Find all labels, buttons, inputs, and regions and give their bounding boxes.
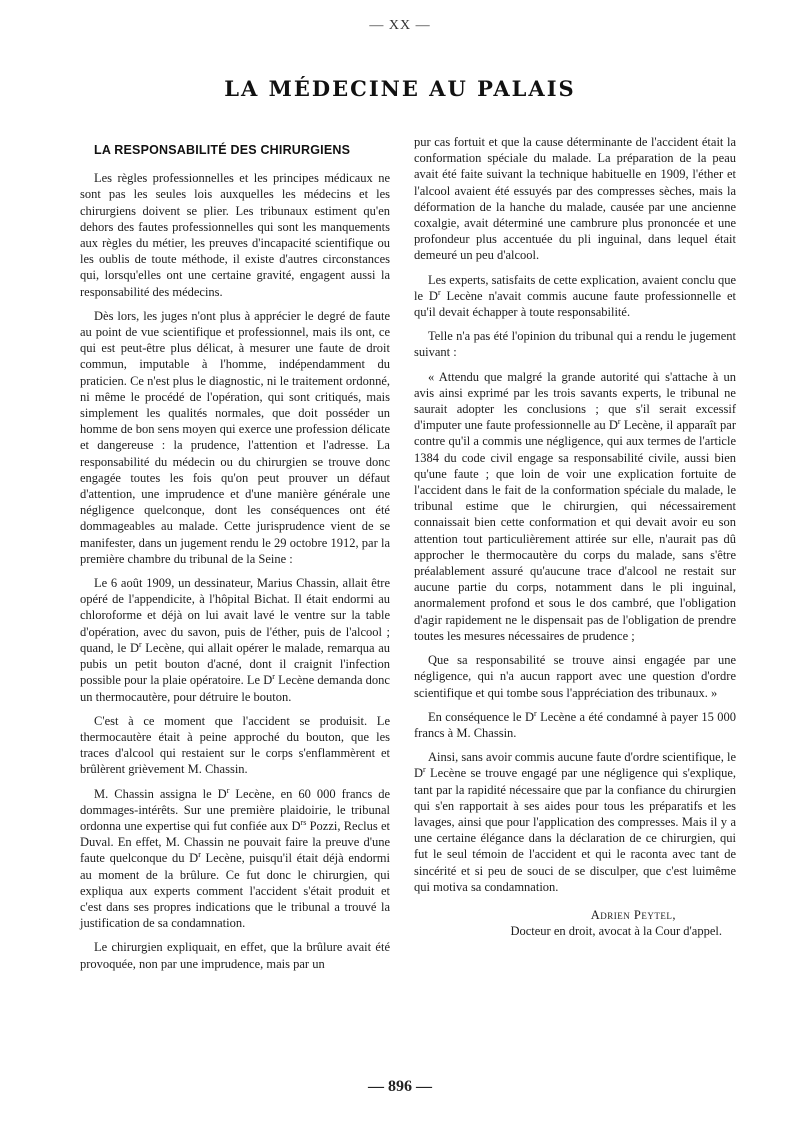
author-signature bbox=[414, 907, 736, 939]
section-title: LA RESPONSABILITÉ DES CHIRURGIENS bbox=[94, 143, 351, 157]
paragraph: Telle n'a pas été l'opinion du tribunal qui a rendu le jugement suivant : bbox=[414, 329, 736, 360]
article-column-right bbox=[414, 134, 736, 939]
paragraph: Le 6 août 1909, un dessinateur, Marius Chassin, allait être opéré de l'appendicite, à l'hôpital Bichat. Il était endormi au chloroforme et déjà on lui avait lavé le ventre sur la table d'opération, avec du savon, puis de l'éther, puis de l'alcool ; quand, le $D^r$ Lecène, qui allait opérer le malade, remarqua au pubis un petit bouton d'acné, dont il craignit l'infection possible pour la plaie opératoire. Le $D^r$ Lecène demanda donc un thermocautère, pour détruire le bouton. bbox=[80, 576, 390, 704]
author-title: Docteur en droit, avocat à la Cour d'appel. bbox=[510, 924, 722, 939]
judgment-quote: Que sa responsabilité se trouve ainsi engagée par une négligence, qui n'a aucun rapport avec une question d'ordre scientifique et qui tombe sous l'appréciation des tribunaux. » bbox=[414, 653, 736, 700]
paragraph: En conséquence le $D^r$ Lecène a été condamné à payer 15 000 francs à M. Chassin. bbox=[414, 708, 736, 740]
judgment-quote: « Attendu que malgré la grande autorité qui s'attache à un avis ainsi exprimé par les trois savants experts, le tribunal ne saurait adopter les conclusions ; que s'il serait excessif d'imputer une faute professionnelle au $D^r$ Lecène, il apparaît par contre qu'il a commis une négligence, qui aux termes de l'article 1384 du code civil engage sa responsabilité civile, aussi bien qu'une faute ; que loin de voir une explication fortuite de l'accident dans le fait de la conformation spéciale du malade, le tribunal estime que le chirurgien, qui nécessairement connaissait bien cette conformation et qui devait avoir eu son attention tout particulièrement attirée sur elle, n'aurait pas dû approcher le thermocautère du corps du malade, sans s'être préalablement assuré qu'aucune trace d'alcool ne restait sur aucune partie du corps, notamment dans le pli inguinal, anormalement profond et sous le dos cambré, que l'obligation d'agir rapidement ne le dispensait pas de l'obligation de prendre toutes les mesures nécessaires de prudence ; bbox=[414, 369, 736, 643]
paragraph: M. Chassin assigna le $D^r$ Lecène, en 60 000 francs de dommages-intérêts. Sur une première plaidoirie, le tribunal ordonna une expertise qui fut confiée aux $D^{rs}$ Pozzi, Reclus et Duval. En effet, M. Chassin ne pouvait faire la preuve d'une faute quelconque du $D^r$ Lecène, puisqu'il était déjà endormi au moment de la brûlure. Ce fut donc le chirurgien, qui expliqua aux experts comment l'accident s'était produit et c'est dans ses propres indications que le tribunal a trouvé la justification de sa condamnation. bbox=[80, 785, 390, 931]
page-number: — 896 — bbox=[368, 1078, 432, 1095]
page-folio: — XX — bbox=[369, 18, 431, 33]
paragraph: C'est à ce moment que l'accident se produisit. Le thermocautère était à peine approché du bouton, que les traces d'alcool qui restaient sur le corps s'enflammèrent et brûlèrent grièvement M. Chassin. bbox=[80, 713, 390, 777]
paragraph: Dès lors, les juges n'ont plus à apprécier le degré de faute au point de vue scientifique et professionnel, mais ils ont, ce qui est peut-être plus délicat, à mesurer une faute de droit commun, imputable à l'homme, indépendamment du praticien. Ce n'est plus le diagnostic, ni le traitement ordonné, ni même le procédé de l'opération, qui sont critiqués, mais simplement les qualités normales, que doit posséder un homme de bon sens moyen qui exerce une profession délicate et dangereuse : la prudence, l'attention et l'adresse. La responsabilité du médecin ou du chirurgien se trouve donc engagée toutes les fois qu'on peut prouver un défaut d'attention, une imprudence et d'une manière générale une négligence quelconque, dont les conséquences ont été dommageables au malade. Cette jurisprudence vient de se manifester, dans un jugement rendu le 29 octobre 1912, par la première chambre du tribunal de la Seine : bbox=[80, 308, 390, 566]
paragraph: Le chirurgien expliquait, en effet, que la brûlure avait été provoquée, non par une imprudence, mais par un bbox=[80, 940, 390, 971]
author-name: Adrien Peytel, bbox=[590, 907, 676, 922]
paragraph: pur cas fortuit et que la cause déterminante de l'accident était la conformation spéciale du malade. La préparation de la peau avait été faite suivant la technique habituelle en 1909, l'éther et l'alcool avaient été essuyés par des compresses sèches, mais la déformation de la hanche du malade, causée par une ancienne coxalgie, avait déterminé une cambrure plus prononcée et une profondeur plus accentuée du pli inguinal, dans lequel était demeuré un peu d'alcool. bbox=[414, 135, 736, 263]
article-column-left bbox=[80, 134, 390, 980]
paragraph: Ainsi, sans avoir commis aucune faute d'ordre scientifique, le $D^r$ Lecène se trouve engagé par une négligence qui s'explique, tant par la rapidité nécessaire que par la confiance du chirurgien qui s'en rapportait à ses aides pour tous les préparatifs et les lavages, ainsi que pour l'application des compresses. Mais il y a une certaine élégance dans la déclaration de ce chirurgien, qui fut le seul témoin de l'accident et qui le raconta avec tant de sincérité et si peu de souci de se disculper, que c'est luimême qui motiva sa condamnation. bbox=[414, 750, 736, 894]
paragraph: Les experts, satisfaits de cette explication, avaient conclu que le $D^r$ Lecène n'avait commis aucune faute professionnelle et qu'il devait échapper à toute responsabilité. bbox=[414, 272, 736, 320]
page-title: LA MÉDECINE AU PALAIS bbox=[224, 76, 576, 101]
paragraph: Les règles professionnelles et les principes médicaux ne sont pas les seules lois auxquelles les médecins et les chirurgiens doivent se plier. Les tribunaux estiment qu'en dehors des fautes professionnelles qui sont les manquements aux règles du métier, les preuves d'incapacité scientifique ou les oublis de toute méthode, il existe d'autres circonstances qui, lorsqu'elles ont une certaine gravité, engagent aussi la responsabilité des médecins. bbox=[80, 171, 390, 299]
